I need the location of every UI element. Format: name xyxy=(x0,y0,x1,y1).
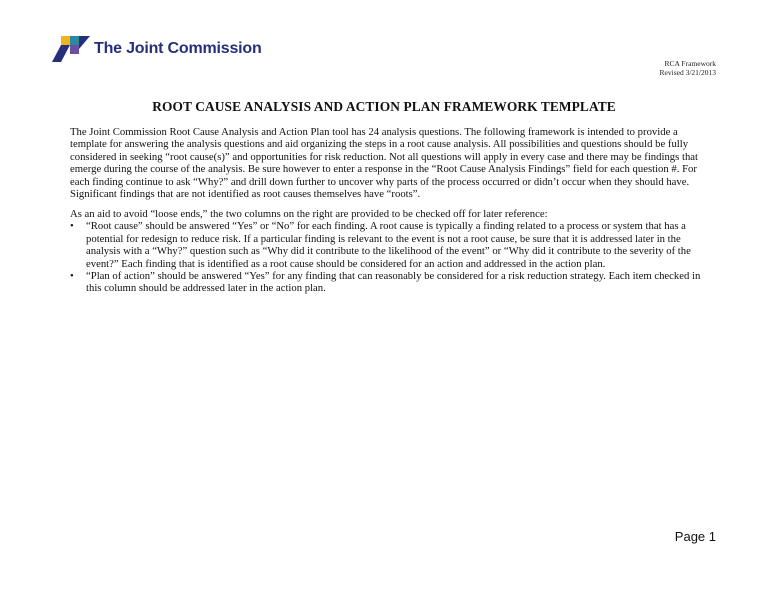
bullet-icon: • xyxy=(70,270,74,283)
page-title: ROOT CAUSE ANALYSIS AND ACTION PLAN FRAMEWORK TEMPLATE xyxy=(152,99,616,114)
intro-paragraph xyxy=(70,126,710,200)
bullet-text-plan-of-action: “Plan of action” should be answered “Yes” for any finding that can reasonably be considered for a risk reduction strategy. Each item checked in this column should be addressed later in the action plan. xyxy=(86,270,701,295)
list-item xyxy=(70,220,710,270)
aid-intro-text: As an aid to avoid “loose ends,” the two columns on the right are provided to be checked off for later reference: xyxy=(70,208,548,220)
document-name: RCA Framework xyxy=(664,59,716,68)
aid-section xyxy=(70,208,710,295)
joint-commission-emblem-icon xyxy=(52,36,90,62)
revision-info xyxy=(660,59,716,77)
bullet-icon: • xyxy=(70,220,74,233)
aid-bullet-list xyxy=(70,220,710,294)
list-item xyxy=(70,270,710,295)
intro-text: The Joint Commission Root Cause Analysis and Action Plan tool has 24 analysis questions. The following framework is intended to provide a template for answering the analysis questions and aid organizing the steps in a root cause analysis. All possibilities and questions should be fully considered in seeking “root cause(s)” and opportunities for risk reduction. Not all questions will apply in every case and there may be findings that emerge during the course of the analysis. Be sure however to enter a response in the “Root Cause Analysis Findings” field for each question #. For each finding continue to ask “Why?” and drill down further to uncover why parts of the process occurred or didn’t occur when they should have. Significant findings that are not identified as root causes themselves have “roots”. xyxy=(70,126,699,201)
logo-text: The Joint Commission xyxy=(94,40,262,57)
joint-commission-logo xyxy=(52,36,262,62)
page-number: Page 1 xyxy=(674,529,716,544)
bullet-text-root-cause: “Root cause” should be answered “Yes” or “No” for each finding. A root cause is typically a finding related to a process or system that has a potential for redesign to reduce risk. If a particular finding is relevant to the event is not a root cause, be sure that it is addressed later in the analysis with a “Why?” question such as “Why did it contribute to the likelihood of the event” or “Why did it contribute to the severity of the event?” Each finding that is identified as a root cause should be considered for an action and addressed in the action plan. xyxy=(86,220,691,270)
revision-date: Revised 3/21/2013 xyxy=(659,68,716,77)
